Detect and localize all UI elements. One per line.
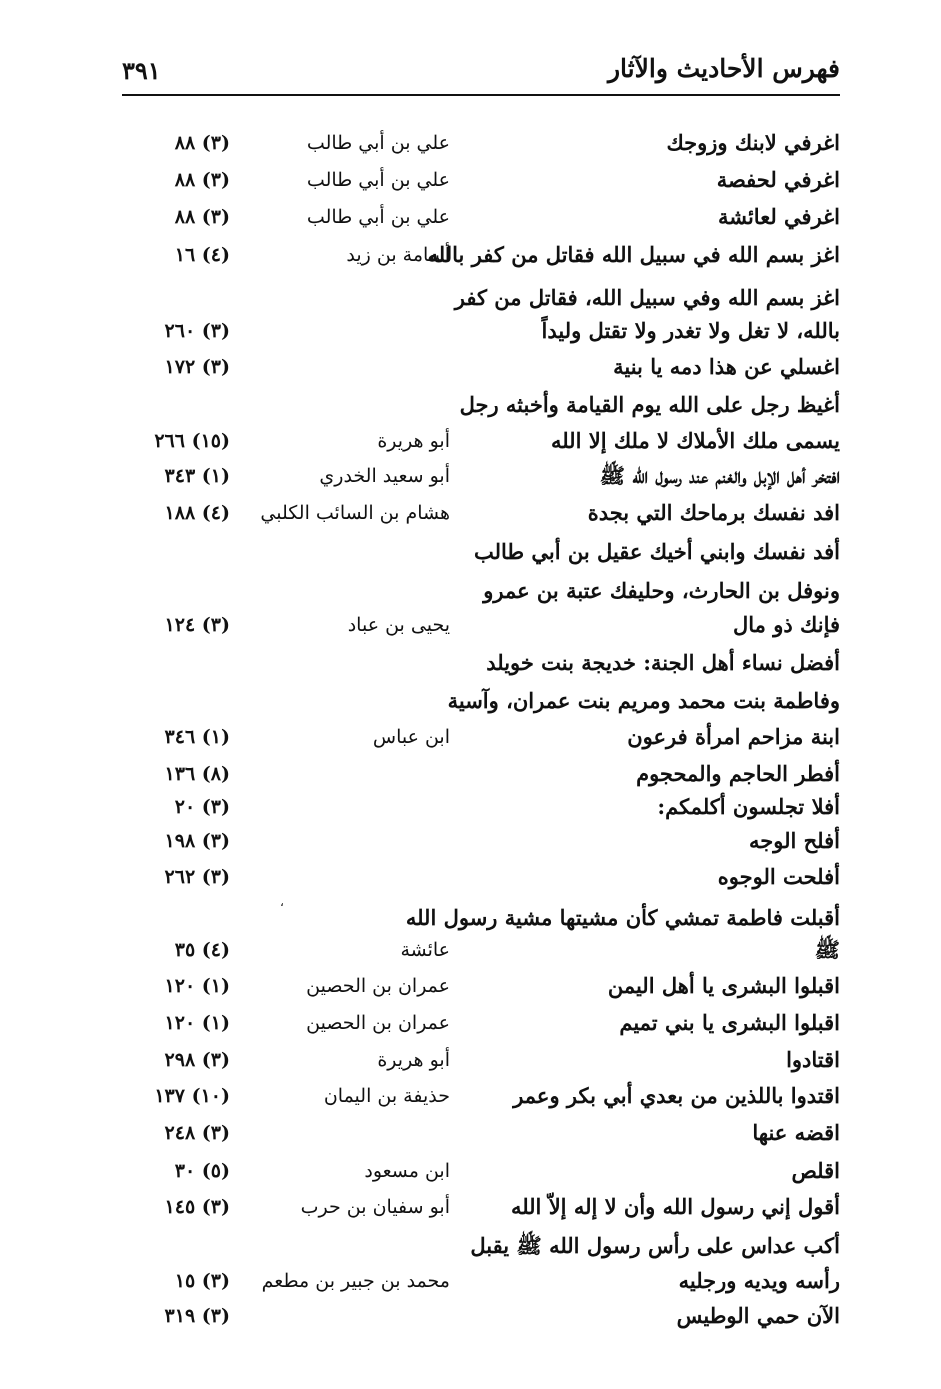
index-line <box>100 645 840 682</box>
narrator-name: أسامة بن زيد <box>346 244 450 266</box>
hadith-text: أقبلت فاطمة تمشي كأن مشيتها مشية رسول الله <box>405 905 840 930</box>
index-line <box>100 1189 840 1226</box>
hadith-text: أفد نفسك وابني أخيك عقيل بن أبي طالب <box>473 539 840 564</box>
reference-number: (٤) ٣٥ <box>174 939 230 961</box>
index-line <box>100 683 840 720</box>
reference-number: (٣) ٢٤٨ <box>164 1122 230 1144</box>
index-line <box>100 1115 840 1152</box>
narrator-name: أبو سفيان بن حرب <box>300 1196 450 1218</box>
reference-number: (١) ٣٤٣ <box>164 465 230 487</box>
index-line <box>100 1078 840 1115</box>
hadith-text: اقبلوا البشرى يا أهل اليمن <box>607 973 840 998</box>
hadith-text: افتخر أهل الإبل والغنم عند رسول الله ﷺ <box>599 463 840 488</box>
hadith-text: ونوفل بن الحارث، وحليفك عتبة بن عمرو <box>483 578 840 603</box>
index-line <box>100 1153 840 1190</box>
reference-number: (٣) ٢٦٢ <box>164 866 230 888</box>
index-line <box>100 495 840 532</box>
index-line <box>100 387 840 424</box>
narrator-name: محمد بن جبير بن مطعم <box>261 1270 450 1292</box>
index-line <box>100 458 840 495</box>
narrator-name: علي بن أبي طالب <box>306 206 450 228</box>
index-line <box>100 1005 840 1042</box>
narrator-name: علي بن أبي طالب <box>306 132 450 154</box>
reference-number: (٣) ١٩٨ <box>164 830 230 852</box>
hadith-text: أفضل نساء أهل الجنة: خديجة بنت خويلد <box>486 650 840 675</box>
index-line <box>100 1298 840 1335</box>
hadith-text: اغسلي عن هذا دمه يا بنية <box>613 354 840 379</box>
reference-number: (٥) ٣٠ <box>174 1160 230 1182</box>
reference-number: (٨) ١٣٦ <box>164 763 230 785</box>
reference-number: (٣) ١٢٤ <box>164 614 230 636</box>
index-line <box>100 968 840 1005</box>
hadith-text: رأسه ويديه ورجليه <box>678 1268 840 1293</box>
narrator-name: عمران بن الحصين <box>306 975 450 997</box>
reference-number: (١) ١٢٠ <box>164 975 230 997</box>
hadith-text: اغرفي لحفصة <box>716 167 840 192</box>
index-line <box>100 1228 840 1265</box>
narrator-name: حذيفة بن اليمان <box>323 1085 450 1107</box>
narrator-name: علي بن أبي طالب <box>306 169 450 191</box>
hadith-text: وفاطمة بنت محمد ومريم بنت عمران، وآسية <box>447 688 840 713</box>
hadith-text: أفلا تجلسون أكلمكم: <box>657 794 840 819</box>
reference-number: (٣) ١٥ <box>174 1270 230 1292</box>
page-header <box>122 50 840 96</box>
hadith-text: فإنك ذو مال <box>733 612 840 637</box>
reference-number: (٣) ١٤٥ <box>164 1196 230 1218</box>
hadith-text: افد نفسك برماحك التي بجدة <box>587 500 840 525</box>
index-line <box>100 859 840 896</box>
narrator-name: يحيى بن عباد <box>347 614 450 636</box>
index-line <box>100 534 840 571</box>
hadith-text: اغرفي لعائشة <box>717 204 840 229</box>
hadith-text: اغز بسم الله في سبيل الله فقاتل من كفر بالله <box>427 242 840 267</box>
narrator-name: أبو هريرة <box>377 1049 450 1071</box>
hadith-text: الآن حمي الوطيس <box>676 1303 840 1328</box>
narrator-name: أبو هريرة <box>377 430 450 452</box>
page-number: ٣٩١ <box>122 56 161 85</box>
ink-speck: ، <box>280 895 284 909</box>
index-line <box>100 199 840 236</box>
index-line <box>100 1042 840 1079</box>
index-line <box>100 719 840 756</box>
index-line <box>100 823 840 860</box>
index-line <box>100 607 840 644</box>
reference-number: (٣) ٨٨ <box>174 206 230 228</box>
hadith-text: أقول إني رسول الله وأن لا إله إلاّ الله <box>510 1194 840 1219</box>
reference-number: (١٠) ١٣٧ <box>154 1085 230 1107</box>
hadith-text: ابنة مزاحم امرأة فرعون <box>627 724 840 749</box>
index-line <box>100 237 840 274</box>
reference-number: (٣) ٢٩٨ <box>164 1049 230 1071</box>
index-line <box>100 125 840 162</box>
hadith-text: اغرفي لابنك وزوجك <box>666 130 840 155</box>
reference-number: (٤) ١٨٨ <box>164 502 230 524</box>
narrator-name: عائشة <box>400 939 450 961</box>
narrator-name: ابن مسعود <box>364 1160 450 1182</box>
reference-number: (٣) ٨٨ <box>174 132 230 154</box>
hadith-text: اقضه عنها <box>752 1120 840 1145</box>
reference-number: (٣) ١٧٢ <box>164 356 230 378</box>
index-line <box>100 1263 840 1300</box>
narrator-name: هشام بن السائب الكلبي <box>260 502 450 524</box>
reference-number: (٤) ١٦ <box>174 244 230 266</box>
hadith-text: أفلح الوجه <box>748 828 840 853</box>
index-line <box>100 756 840 793</box>
narrator-name: ابن عباس <box>372 726 450 748</box>
page-title: فهرس الأحاديث والآثار <box>607 54 840 83</box>
hadith-text: بالله، لا تغل ولا تغدر ولا تقتل وليداً <box>541 318 840 343</box>
hadith-text: أفطر الحاجم والمحجوم <box>636 761 840 786</box>
index-line <box>100 280 840 317</box>
hadith-text: اقبلوا البشرى يا بني تميم <box>619 1010 840 1035</box>
reference-number: (٣) ٨٨ <box>174 169 230 191</box>
index-line <box>100 313 840 350</box>
index-line <box>100 349 840 386</box>
reference-number: (٣) ٢٦٠ <box>164 320 230 342</box>
hadith-text: أغيظ رجل على الله يوم القيامة وأخبثه رجل <box>459 392 840 417</box>
reference-number: (٣) ٢٠ <box>174 796 230 818</box>
reference-number: (٣) ٣١٩ <box>164 1305 230 1327</box>
reference-number: (١) ٣٤٦ <box>164 726 230 748</box>
narrator-name: عمران بن الحصين <box>306 1012 450 1034</box>
index-line <box>100 573 840 610</box>
index-line <box>100 789 840 826</box>
hadith-text: اقتدوا باللذين من بعدي أبي بكر وعمر <box>513 1083 840 1108</box>
index-line <box>100 932 840 969</box>
hadith-text: يسمى ملك الأملاك لا ملك إلا الله <box>550 428 840 453</box>
narrator-name: أبو سعيد الخدري <box>319 465 450 487</box>
index-line <box>100 162 840 199</box>
hadith-text: اغز بسم الله وفي سبيل الله، فقاتل من كفر <box>454 285 840 310</box>
hadith-text: أفلحت الوجوه <box>717 864 840 889</box>
reference-number: (١) ١٢٠ <box>164 1012 230 1034</box>
hadith-text: اقتادوا <box>786 1047 840 1072</box>
hadith-text: ﷺ <box>814 937 840 962</box>
reference-number: (١٥) ٢٦٦ <box>154 430 230 452</box>
index-line <box>100 423 840 460</box>
hadith-text: أكب عداس على رأس رسول الله ﷺ يقبل <box>470 1233 840 1258</box>
hadith-text: اقلص <box>791 1158 840 1183</box>
